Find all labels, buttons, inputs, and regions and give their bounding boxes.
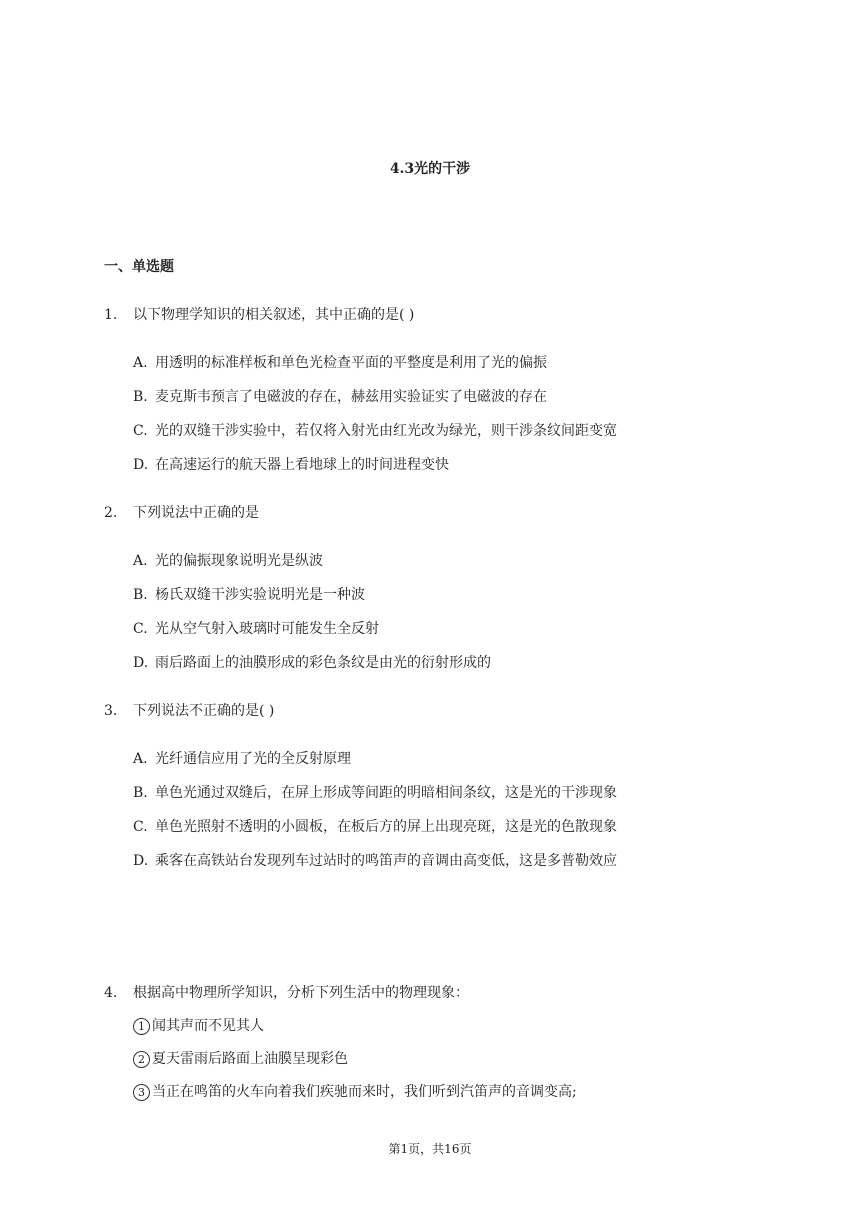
circled-number: 2 <box>133 1051 150 1068</box>
phenomenon-item-3 <box>133 1081 577 1101</box>
option-text: 用透明的标准样板和单色光检查平面的平整度是利用了光的偏振 <box>155 355 547 371</box>
option-1d <box>133 454 449 474</box>
option-label: C. <box>133 621 148 637</box>
option-text: 光从空气射入玻璃时可能发生全反射 <box>155 621 379 637</box>
option-label: D. <box>133 457 149 473</box>
question-number: 4. <box>104 985 118 1001</box>
option-1b <box>133 386 547 406</box>
question-4 <box>104 982 469 1002</box>
option-text: 光的偏振现象说明光是纵波 <box>155 553 323 569</box>
page-footer: 第1页，共16页 <box>388 1142 472 1156</box>
option-3b <box>133 782 617 802</box>
option-label: D. <box>133 655 149 671</box>
option-2b <box>133 584 365 604</box>
phenomenon-item-2 <box>133 1048 348 1068</box>
question-number: 2. <box>104 505 118 521</box>
option-text: 光的双缝干涉实验中，若仅将入射光由红光改为绿光，则干涉条纹间距变宽 <box>155 423 617 439</box>
question-stem: 下列说法不正确的是( ) <box>133 703 275 719</box>
option-2d <box>133 652 491 672</box>
option-text: 单色光照射不透明的小圆板，在板后方的屏上出现亮斑，这是光的色散现象 <box>155 819 617 835</box>
option-label: A. <box>133 553 148 569</box>
question-3 <box>104 700 274 720</box>
question-number: 3. <box>104 703 118 719</box>
option-label: C. <box>133 819 148 835</box>
phenomenon-text: 闻其声而不见其人 <box>152 1018 264 1034</box>
section-heading: 一、单选题 <box>104 259 174 275</box>
phenomenon-text: 夏天雷雨后路面上油膜呈现彩色 <box>152 1051 348 1067</box>
option-label: A. <box>133 751 148 767</box>
option-text: 乘客在高铁站台发现列车过站时的鸣笛声的音调由高变低，这是多普勒效应 <box>155 853 617 869</box>
option-text: 光纤通信应用了光的全反射原理 <box>155 751 351 767</box>
phenomenon-item-1 <box>133 1015 264 1035</box>
question-2 <box>104 502 259 522</box>
option-label: A. <box>133 355 148 371</box>
option-label: B. <box>133 389 148 405</box>
circled-number: 3 <box>133 1084 150 1101</box>
question-number: 1. <box>104 307 118 323</box>
page-title: 4.3光的干涉 <box>389 161 471 177</box>
phenomenon-text: 当正在鸣笛的火车向着我们疾驰而来时，我们听到汽笛声的音调变高; <box>152 1084 577 1100</box>
option-text: 麦克斯韦预言了电磁波的存在，赫兹用实验证实了电磁波的存在 <box>155 389 547 405</box>
option-3c <box>133 816 617 836</box>
option-1c <box>133 420 617 440</box>
option-label: D. <box>133 853 149 869</box>
option-label: B. <box>133 587 148 603</box>
question-stem: 根据高中物理所学知识，分析下列生活中的物理现象： <box>133 985 469 1001</box>
question-stem: 以下物理学知识的相关叙述，其中正确的是( ) <box>133 307 415 323</box>
option-label: C. <box>133 423 148 439</box>
option-3a <box>133 748 351 768</box>
option-text: 在高速运行的航天器上看地球上的时间进程变快 <box>155 457 449 473</box>
option-2c <box>133 618 379 638</box>
option-3d <box>133 850 617 870</box>
option-1a <box>133 352 547 372</box>
option-text: 单色光通过双缝后，在屏上形成等间距的明暗相间条纹，这是光的干涉现象 <box>155 785 617 801</box>
option-2a <box>133 550 323 570</box>
circled-number: 1 <box>133 1018 150 1035</box>
option-text: 雨后路面上的油膜形成的彩色条纹是由光的衍射形成的 <box>155 655 491 671</box>
option-text: 杨氏双缝干涉实验说明光是一种波 <box>155 587 365 603</box>
option-label: B. <box>133 785 148 801</box>
question-stem: 下列说法中正确的是 <box>133 505 259 521</box>
question-1 <box>104 304 414 324</box>
